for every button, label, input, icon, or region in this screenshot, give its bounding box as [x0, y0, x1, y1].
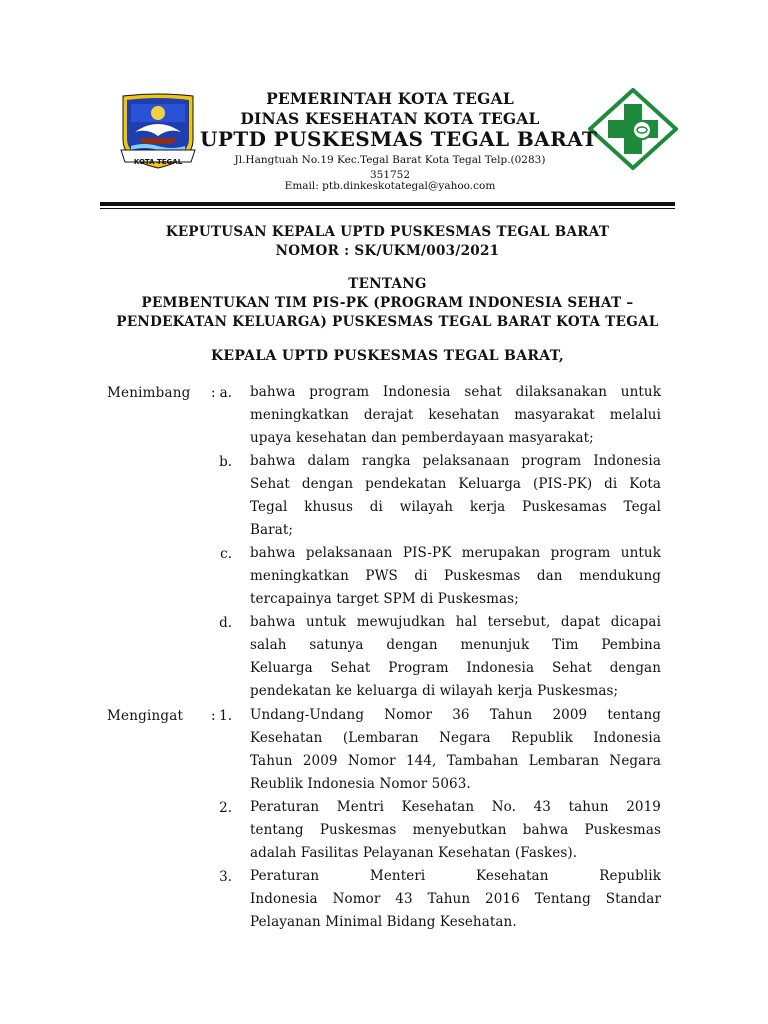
menimbang-item-b — [250, 450, 661, 542]
text-line: pendekatan ke keluarga di wilayah kerja Puskesmas; — [250, 683, 619, 699]
mengingat-marker-3: 3. — [219, 869, 232, 885]
menimbang-marker-c: c. — [220, 546, 232, 562]
menimbang-colon: : — [211, 385, 216, 401]
text-line: Peraturan Mentri Kesehatan No. 43 tahun 2019 — [250, 799, 661, 815]
menimbang-marker-d: d. — [219, 615, 232, 631]
mengingat-item-2 — [250, 796, 661, 865]
text-line: Kesehatan (Lembaran Negara Republik Indonesia — [250, 730, 661, 746]
coat-of-arms-ribbon-text: KOTA TEGAL — [133, 158, 183, 166]
text-line: Peraturan Menteri Kesehatan Republik — [250, 868, 661, 884]
text-line: bahwa pelaksanaan PIS-PK merupakan program untuk — [250, 545, 661, 561]
menimbang-marker-a: a. — [219, 385, 232, 401]
text-line: bahwa program Indonesia sehat dilaksanakan untuk — [250, 384, 661, 400]
letterhead-government: PEMERINTAH KOTA TEGAL — [266, 89, 514, 108]
menimbang-item-a — [250, 381, 661, 450]
decree-subject-line-2: PENDEKATAN KELUARGA) PUSKESMAS TEGAL BARAT KOTA TEGAL — [116, 314, 659, 330]
text-line: Pelayanan Minimal Bidang Kesehatan. — [250, 914, 517, 930]
letterhead-divider-thin — [100, 208, 675, 209]
letterhead-divider-thick — [100, 202, 675, 206]
text-line: salah satunya dengan menunjuk Tim Pembina — [250, 637, 661, 653]
text-line: upaya kesehatan dan pemberdayaan masyarakat; — [250, 430, 594, 446]
menimbang-marker-b: b. — [219, 454, 232, 470]
letterhead-email: Email: ptb.dinkeskotategal@yahoo.com — [284, 180, 496, 192]
text-line: bahwa untuk mewujudkan hal tersebut, dapat dicapai — [250, 614, 661, 630]
text-line: Undang-Undang Nomor 36 Tahun 2009 tentang — [250, 707, 661, 723]
menimbang-label: Menimbang — [107, 385, 191, 401]
address-line-1: Jl.Hangtuah No.19 Kec.Tegal Barat Kota Tegal Telp.(0283) — [234, 154, 546, 166]
puskesmas-cross-icon — [588, 88, 678, 170]
letterhead-unit: UPTD PUSKESMAS TEGAL BARAT — [200, 127, 598, 151]
text-line: tentang Puskesmas menyebutkan bahwa Puskesmas — [250, 822, 661, 838]
decree-about: TENTANG — [348, 276, 427, 292]
address-line-2: 351752 — [369, 169, 411, 181]
decree-title: KEPUTUSAN KEPALA UPTD PUSKESMAS TEGAL BARAT — [165, 224, 610, 240]
text-line: Keluarga Sehat Program Indonesia Sehat dengan — [250, 660, 661, 676]
text-line: Tahun 2009 Nomor 144, Tambahan Lembaran Negara — [250, 753, 661, 769]
decree-subject-line-1: PEMBENTUKAN TIM PIS-PK (PROGRAM INDONESIA SEHAT – — [141, 295, 634, 311]
mengingat-marker-1: 1. — [219, 708, 232, 724]
text-line: tercapainya target SPM di Puskesmas; — [250, 591, 519, 607]
mengingat-marker-2: 2. — [219, 800, 232, 816]
mengingat-colon: : — [211, 708, 216, 724]
text-line: Sehat dengan pendekatan Keluarga (PIS-PK) di Kota — [250, 476, 661, 492]
decree-number: NOMOR : SK/UKM/003/2021 — [275, 243, 500, 259]
text-line: Indonesia Nomor 43 Tahun 2016 Tentang Standar — [250, 891, 661, 907]
menimbang-item-d — [250, 611, 661, 703]
text-line: meningkatkan derajat kesehatan masyarakat melalui — [250, 407, 661, 423]
text-line: Barat; — [250, 522, 294, 538]
mengingat-item-1 — [250, 704, 661, 796]
menimbang-item-c — [250, 542, 661, 611]
letterhead-address — [215, 153, 565, 183]
decree-issuer: KEPALA UPTD PUSKESMAS TEGAL BARAT, — [210, 348, 565, 364]
text-line: adalah Fasilitas Pelayanan Kesehatan (Faskes). — [250, 845, 578, 861]
mengingat-label: Mengingat — [107, 708, 184, 724]
text-line: Tegal khusus di wilayah kerja Puskesamas Tegal — [250, 499, 661, 515]
text-line: bahwa dalam rangka pelaksanaan program Indonesia — [250, 453, 661, 469]
text-line: Reublik Indonesia Nomor 5063. — [250, 776, 471, 792]
mengingat-item-3 — [250, 865, 661, 934]
letterhead-agency: DINAS KESEHATAN KOTA TEGAL — [240, 109, 540, 128]
text-line: meningkatkan PWS di Puskesmas dan mendukung — [250, 568, 661, 584]
